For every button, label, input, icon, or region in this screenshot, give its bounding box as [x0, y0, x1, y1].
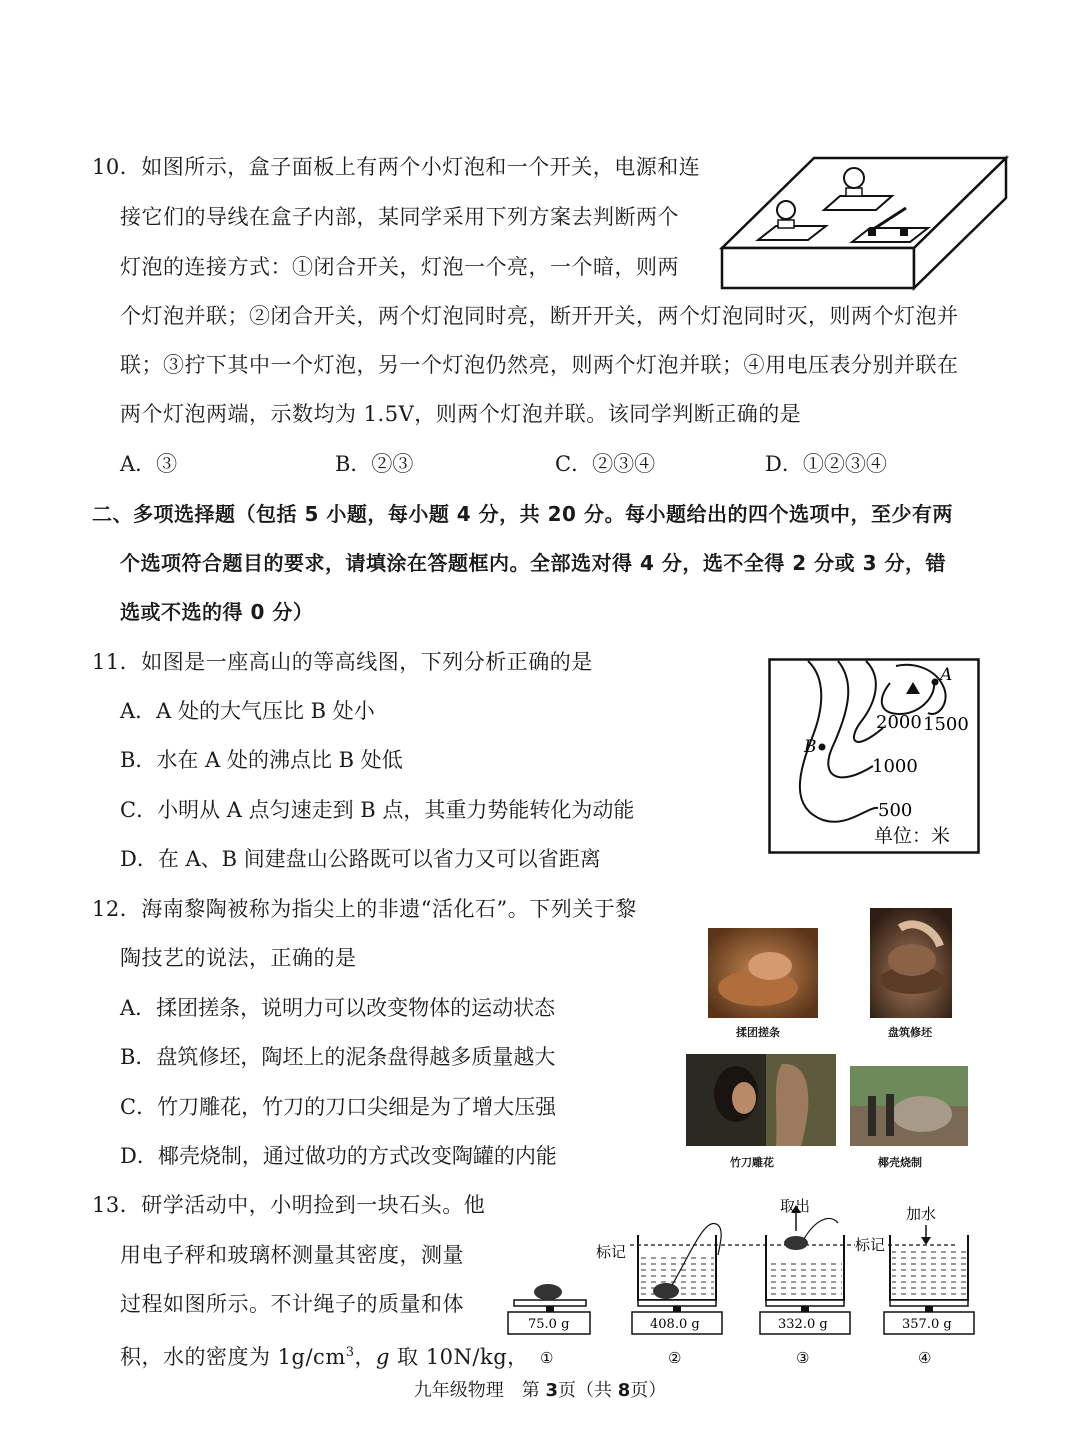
- q11-option-b: B．水在 A 处的沸点比 B 处低: [120, 748, 403, 772]
- q10-line-5: 联；③拧下其中一个灯泡，另一个灯泡仍然亮，则两个灯泡并联；④用电压表分别并联在: [120, 353, 959, 377]
- section2-line-1: 二、多项选择题（包括 5 小题，每小题 4 分，共 20 分。每小题给出的四个选项中，至少有两: [92, 502, 953, 526]
- page-footer: 九年级物理 第 3页（共 8页）: [413, 1380, 667, 1401]
- photo-carving: [686, 1054, 836, 1146]
- add-water-label: 加水: [906, 1205, 937, 1223]
- section2-line-2: 个选项符合题目的要求，请填涂在答题框内。全部选对得 4 分，选不全得 2 分或 3 分，错: [120, 551, 947, 575]
- q13-line-4: 积，水的密度为 $1g/cm^3$，g 取 10N/kg，: [120, 1345, 529, 1369]
- q12-option-d: D．椰壳烧制，通过做功的方式改变陶罐的内能: [120, 1144, 557, 1168]
- q13-line-2: 用电子秤和玻璃杯测量其密度，测量: [120, 1243, 464, 1267]
- mark-label-2: 标记: [855, 1236, 886, 1254]
- contour-1500: 1500: [923, 714, 969, 735]
- label-b: B: [804, 737, 817, 757]
- step-3-label: ③: [796, 1349, 810, 1367]
- contour-1000: 1000: [872, 756, 918, 777]
- q10-line-1: 10．如图所示，盒子面板上有两个小灯泡和一个开关，电源和连: [92, 155, 701, 179]
- q10-line-3: 灯泡的连接方式：①闭合开关，灯泡一个亮，一个暗，则两: [120, 255, 679, 279]
- q11-option-d: D．在 A、B 间建盘山公路既可以省力又可以省距离: [120, 847, 601, 871]
- q10-option-c: C．②③④: [555, 452, 656, 476]
- q10-option-a: A．③: [120, 452, 178, 476]
- map-unit: 单位：米: [874, 825, 951, 847]
- scale-1: [508, 1284, 590, 1367]
- reading-3: 332.0 g: [778, 1317, 828, 1332]
- q12-option-c: C．竹刀雕花，竹刀的刀口尖细是为了增大压强: [120, 1095, 557, 1119]
- q12-line-1: 12．海南黎陶被称为指尖上的非遗“活化石”。下列关于黎: [92, 897, 637, 921]
- contour-2000: 2000: [876, 712, 922, 733]
- caption-coiling: 盘筑修坯: [888, 1026, 932, 1039]
- reading-1: 75.0 g: [528, 1317, 570, 1332]
- scale-4: [884, 1205, 974, 1367]
- q10-line-6: 两个灯泡两端，示数均为 1.5V，则两个灯泡并联。该同学判断正确的是: [120, 402, 802, 426]
- q10-line-4: 个灯泡并联；②闭合开关，两个灯泡同时亮，断开开关，两个灯泡同时灭，则两个灯泡并: [120, 304, 959, 328]
- point-b-marker: [819, 744, 826, 751]
- photo-coiling: [870, 908, 952, 1018]
- contour-500: 500: [878, 800, 913, 821]
- q10-option-b: B．②③: [335, 452, 414, 476]
- caption-carving: 竹刀雕花: [730, 1156, 774, 1169]
- caption-firing: 椰壳烧制: [878, 1156, 922, 1169]
- photo-kneading: [708, 928, 818, 1018]
- step-2-label: ②: [668, 1349, 682, 1367]
- q12-option-b: B．盘筑修坯，陶坯上的泥条盘得越多质量越大: [120, 1045, 556, 1069]
- step-4-label: ④: [918, 1349, 932, 1367]
- q13-line-3: 过程如图所示。不计绳子的质量和体: [120, 1292, 464, 1316]
- q11-stem: 11．如图是一座高山的等高线图，下列分析正确的是: [92, 650, 593, 674]
- bulb-box-figure: [718, 140, 1018, 300]
- photo-firing: [850, 1066, 968, 1146]
- label-a: A: [940, 665, 953, 685]
- q11-option-c: C．小明从 A 点匀速走到 B 点，其重力势能转化为动能: [120, 798, 635, 822]
- density-experiment-figure: [500, 1195, 980, 1370]
- scale-3: [760, 1197, 850, 1367]
- q11-option-a: A．A 处的大气压比 B 处小: [120, 699, 375, 723]
- mark-label-1: 标记: [596, 1243, 627, 1261]
- step-1-label: ①: [540, 1349, 554, 1367]
- contour-map: [768, 658, 980, 854]
- stone-icon: [534, 1284, 562, 1300]
- q10-option-d: D．①②③④: [765, 452, 887, 476]
- reading-2: 408.0 g: [650, 1317, 700, 1332]
- q10-line-2: 接它们的导线在盒子内部，某同学采用下列方案去判断两个: [120, 205, 679, 229]
- reading-4: 357.0 g: [902, 1317, 952, 1332]
- section2-line-3: 选或不选的得 0 分）: [120, 600, 314, 624]
- q13-line-1: 13．研学活动中，小明捡到一块石头。他: [92, 1193, 486, 1217]
- take-out-label: 取出: [780, 1197, 811, 1215]
- point-a-marker: [932, 679, 939, 686]
- q12-line-2: 陶技艺的说法，正确的是: [120, 946, 357, 970]
- caption-kneading: 揉团搓条: [736, 1026, 780, 1039]
- q12-option-a: A．揉团搓条，说明力可以改变物体的运动状态: [120, 996, 556, 1020]
